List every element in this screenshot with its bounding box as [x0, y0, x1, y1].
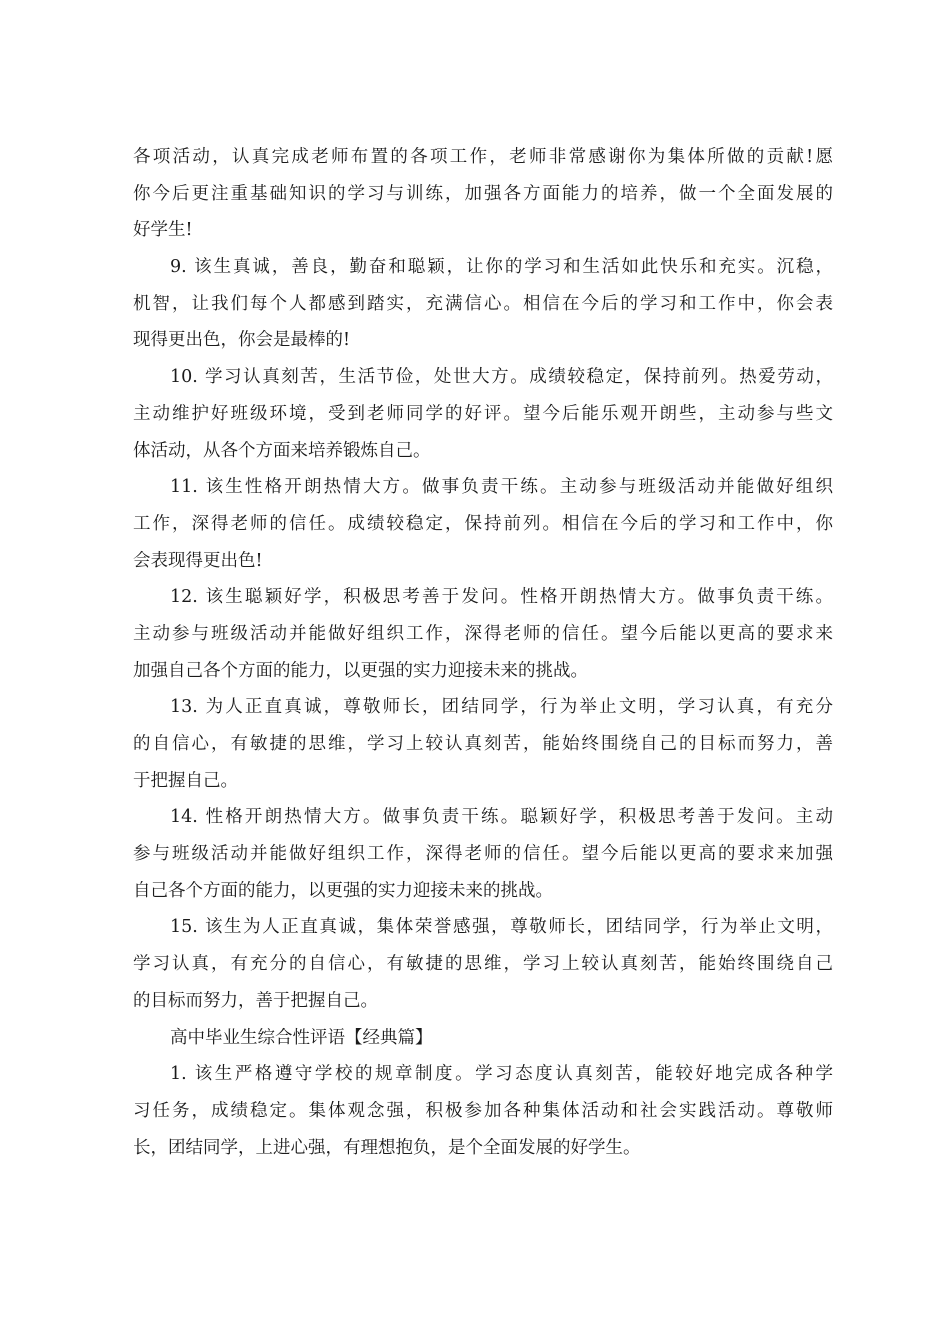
text-line: 学习认真，有充分的自信心，有敏捷的思维，学习上较认真刻苦，能始终围绕自己 [133, 954, 833, 975]
text-line: 参与班级活动并能做好组织工作，深得老师的信任。望今后能以更高的要求来加强 [133, 844, 833, 865]
text-line: 10. 学习认真刻苦，生活节俭，处世大方。成绩较稳定，保持前列。热爱劳动， [170, 367, 833, 388]
text-line: 14. 性格开朗热情大方。做事负责干练。聪颖好学，积极思考善于发问。主动 [170, 807, 833, 828]
text-line: 各项活动，认真完成老师布置的各项工作，老师非常感谢你为集体所做的贡献!愿 [133, 147, 833, 167]
text-line: 于把握自己。 [133, 770, 238, 791]
text-line: 加强自己各个方面的能力，以更强的实力迎接未来的挑战。 [133, 660, 588, 681]
text-line: 主动维护好班级环境，受到老师同学的好评。望今后能乐观开朗些，主动参与些文 [133, 403, 833, 424]
text-line: 长，团结同学，上进心强，有理想抱负，是个全面发展的好学生。 [133, 1137, 641, 1158]
text-line: 体活动，从各个方面来培养锻炼自己。 [133, 440, 431, 461]
text-line: 你今后更注重基础知识的学习与训练，加强各方面能力的培养，做一个全面发展的 [133, 183, 833, 204]
text-line: 的目标而努力，善于把握自己。 [133, 990, 378, 1011]
document-body [133, 139, 833, 1166]
text-line: 15. 该生为人正直真诚，集体荣誉感强，尊敬师长，团结同学，行为举止文明， [170, 917, 833, 938]
text-line: 13. 为人正直真诚，尊敬师长，团结同学，行为举止文明，学习认真，有充分 [170, 697, 833, 718]
text-line: 的自信心，有敏捷的思维，学习上较认真刻苦，能始终围绕自己的目标而努力，善 [133, 734, 833, 754]
text-line: 机智，让我们每个人都感到踏实，充满信心。相信在今后的学习和工作中，你会表 [133, 293, 833, 314]
text-line: 自己各个方面的能力，以更强的实力迎接未来的挑战。 [133, 880, 553, 901]
text-line: 9. 该生真诚，善良，勤奋和聪颖，让你的学习和生活如此快乐和充实。沉稳， [170, 257, 833, 278]
text-line: 主动参与班级活动并能做好组织工作，深得老师的信任。望今后能以更高的要求来 [133, 623, 833, 644]
text-line: 11. 该生性格开朗热情大方。做事负责干练。主动参与班级活动并能做好组织 [170, 477, 833, 498]
text-line: 好学生! [133, 220, 193, 241]
text-line: 工作，深得老师的信任。成绩较稳定，保持前列。相信在今后的学习和工作中，你 [133, 513, 833, 534]
text-line: 现得更出色，你会是最棒的! [133, 330, 351, 351]
text-line: 习任务，成绩稳定。集体观念强，积极参加各种集体活动和社会实践活动。尊敬师 [133, 1100, 833, 1121]
text-line: 高中毕业生综合性评语【经典篇】 [170, 1027, 433, 1048]
text-line: 会表现得更出色! [133, 550, 263, 571]
text-line: 12. 该生聪颖好学，积极思考善于发问。性格开朗热情大方。做事负责干练。 [170, 587, 833, 608]
text-line: 1. 该生严格遵守学校的规章制度。学习态度认真刻苦，能较好地完成各种学 [170, 1064, 833, 1085]
